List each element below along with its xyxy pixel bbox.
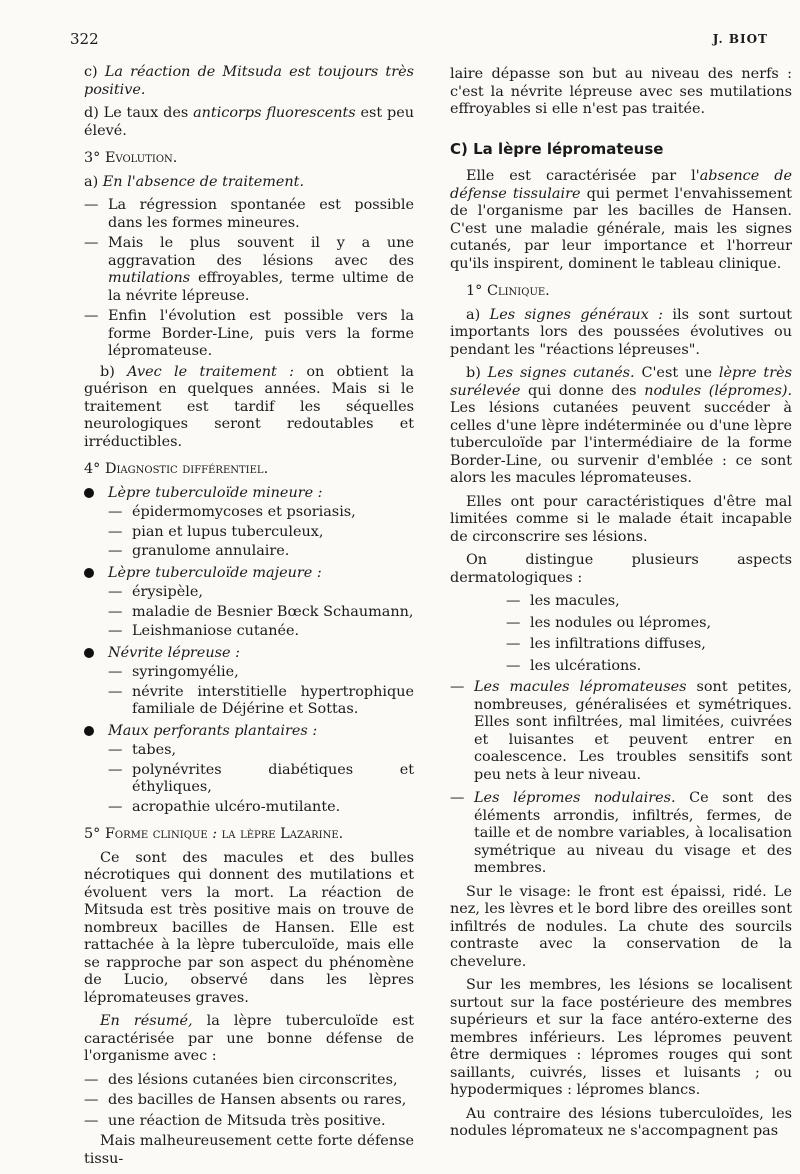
group-title: Maux perforants plantaires : [108,722,318,739]
item-pre: d) Le taux des [84,105,189,121]
heading-number: 3° [84,150,101,166]
item-italic: nodules (lépromes). [644,382,793,399]
item-text: on obtient la guérison en quelques années. Mais si le traitement est tardif les séquelles neurologiques seront redoutables et irréductibles. [84,363,414,450]
no-treatment-item [84,174,414,192]
continuation-paragraph: laire dépasse son but au niveau des nerfs : c'est la névrite lépreuse avec ses mutilations effroyables si elle n'est pas traitée. [450,66,792,117]
dash: — [506,593,521,609]
heading-title: Clinique. [486,283,550,299]
item-text: Enfin l'évolution est possible vers la forme Border-Line, puis vers la forme lépromateuse. [108,308,414,359]
face-paragraph: Sur le visage: le front est épaissi, ridé. Le nez, les lèvres et le bord libre des oreilles sont infiltrés de nodules. La chute des sourcils contraste avec la conservation de la chevelure. [450,883,792,970]
item-text: granulome annulaire. [132,543,290,559]
dash: — [506,636,521,652]
diagnostic-group-title [84,723,414,741]
diagnostic-group-title [84,485,414,503]
dash: — [84,235,99,251]
dash: — [84,1092,99,1108]
item-text: qui donne des [528,382,637,399]
intro-italic: absence de défense tissulaire [450,168,792,202]
list-item [84,684,414,719]
bullet-icon [84,726,94,736]
cutaneous-signs-paragraph [450,365,792,488]
clinical-form-heading [84,826,414,844]
dash: — [108,623,123,639]
heading-title: Evolution. [104,150,178,166]
list-item [84,664,414,682]
item-italic: Les macules lépromateuses [474,679,687,695]
list-item [84,504,414,522]
page-number: 322 [70,30,99,48]
dash: — [506,614,521,631]
dash: — [108,603,123,620]
mitsuda-item [84,64,414,99]
item-text: érysipèle, [132,584,203,600]
dash: — [450,790,465,806]
list-item [84,623,414,641]
group-title: Névrite lépreuse : [108,644,240,661]
dash: — [108,761,123,778]
list-item [84,742,414,760]
item-text: Ce sont des éléments arrondis, infiltrés, fermes, de taille et de nombre variables, à localisation symétrique au niveau du visage et des membres. [474,790,792,876]
lepromes-paragraph [450,790,792,878]
item-italic: mutilations [108,270,191,286]
item-label: c) [84,64,98,80]
item-pre: Mais le plus souvent il y a une aggravation des lésions avec des [108,235,414,269]
item-text: C'est une [641,365,713,381]
heading-colon: : [212,826,218,842]
heading-number: 5° [84,826,101,842]
item-italic: Avec le traitement : [127,363,295,380]
item-text: pian et lupus tuberculeux, [132,523,324,540]
dash: — [84,308,99,324]
list-item [84,197,414,232]
dash: — [108,742,123,758]
list-item [450,658,792,676]
dash: — [84,1071,99,1088]
item-text: maladie de Besnier Bœck Schaumann, [132,603,414,620]
dash: — [108,543,123,559]
section-title: C) La lèpre lépromateuse [450,139,664,158]
item-label: b) [466,365,481,381]
item-italic: anticorps fluorescents [193,105,356,121]
heading-number: 1° [466,283,483,299]
item-text: La réaction de Mitsuda est toujours très positive. [84,64,414,98]
item-text: ils sont surtout importants lors des poussées évolutives ou pendant les "réactions lépreuses". [450,306,792,358]
dash: — [108,798,123,815]
dash: — [84,197,99,213]
item-text: les infiltrations diffuses, [530,636,706,652]
item-italic: Les signes généraux : [489,306,663,323]
intro-post: qui permet l'envahissement de l'organisme par les bacilles de Hansen. C'est une maladie générale, mais les signes cutanés, par leur importance et l'horreur qu'ils inspirent, dominent le tableau clinique. [450,185,793,272]
dash: — [108,584,123,600]
list-item [84,235,414,305]
dash: — [108,504,123,520]
dash: — [506,657,521,674]
final-paragraph: Mais malheureusement cette forte défense tissu- [84,1133,414,1167]
group-title: Lèpre tuberculoïde majeure : [108,564,322,581]
with-treatment-item [84,364,414,452]
dash: — [84,1112,99,1129]
macules-paragraph [450,679,792,784]
bullet-icon [84,488,94,498]
list-item [84,762,414,797]
list-item [450,636,792,654]
bullet-icon [84,568,94,578]
group-title: Lèpre tuberculoïde mineure : [108,484,323,501]
item-italic: En l'absence de traitement. [102,173,305,190]
item-italic: Les signes cutanés. [487,365,635,381]
heading-subtitle: la lèpre Lazarine. [221,826,344,842]
bullet-icon [84,648,94,658]
item-text: polynévrites diabétiques et éthyliques, [132,761,414,795]
list-item [84,524,414,542]
list-item [84,584,414,602]
intro-paragraph [450,168,792,273]
dash: — [108,523,123,540]
dash: — [450,679,465,695]
aspects-intro: On distingue plusieurs aspects dermatologiques : [450,552,792,586]
clinique-heading [450,283,792,301]
heading-number: 4° [84,461,101,477]
item-label: b) [100,363,115,380]
item-text: des bacilles de Hansen absents ou rares, [108,1092,407,1108]
item-text: les macules, [530,593,620,609]
diagnostic-heading [84,461,414,479]
item-italic: lèpre très surélevée [450,365,792,399]
item-text: les nodules ou lépromes, [530,614,712,631]
item-label: a) [84,173,99,190]
summary-paragraph [84,1013,414,1066]
general-signs-paragraph [450,307,792,360]
right-column [450,66,792,1147]
antibody-item [84,105,414,140]
heading-title: Diagnostic différentiel. [104,461,269,477]
item-text: Les lésions cutanées peuvent succéder à celles d'une lèpre indéterminée ou d'une lèpre tuberculoïde par l'intermédiaire de la forme Border-Line, ou survenir d'emblée : ce sont alors les macules lépromateuses. [450,400,792,486]
final-paragraph: Au contraire des lésions tuberculoïdes, les nodules lépromateux ne s'accompagnent pas [450,1105,792,1139]
item-text: des lésions cutanées bien circonscrites, [108,1071,398,1088]
summary-italic: En résumé, [100,1013,193,1029]
list-item [84,1072,414,1090]
item-text: épidermomycoses et psoriasis, [132,504,356,520]
diagnostic-group-title [84,565,414,583]
item-text: une réaction de Mitsuda très positive. [108,1112,386,1129]
list-item [450,615,792,633]
item-text: névrite interstitielle hypertrophique familiale de Déjérine et Sottas. [132,683,414,717]
item-italic: Les lépromes nodulaires. [474,790,676,806]
item-text: tabes, [132,742,177,758]
list-item [84,1113,414,1131]
list-item [84,799,414,817]
list-item [450,593,792,611]
heading-title: Forme clinique [104,826,208,842]
lazarine-paragraph: Ce sont des macules et des bulles nécrotiques qui donnent des mutilations et évoluent vers la mort. La réaction de Mitsuda est très positive mais on trouve de nombreux bacilles de Hansen. Elle est rattachée à la lèpre tuberculoïde, mais elle se rapproche par son aspect du phénomène de Lucio, observé dans les lèpres lépromateuses graves. [84,849,414,1006]
evolution-heading [84,150,414,168]
list-item [84,308,414,361]
item-label: a) [466,306,481,323]
list-item [84,543,414,561]
dash: — [108,683,123,700]
left-column [84,64,414,1174]
limits-paragraph: Elles ont pour caractéristiques d'être mal limitées comme si le malade était incapable de circonscrire ses lésions. [450,493,792,545]
limbs-paragraph: Sur les membres, les lésions se localisent surtout sur la face postérieure des membres supérieurs et sur la face antéro-externe des membres inférieurs. Les lépromes peuvent être dermiques : lépromes rouges qui sont saillants, cuivrés, lisses et luisants ; ou hypodermiques : lépromes blancs. [450,977,792,1098]
item-text: les ulcérations. [530,657,642,674]
diagnostic-group-title [84,645,414,663]
item-text: acropathie ulcéro-mutilante. [132,798,341,815]
dash: — [108,664,123,680]
intro-pre: Elle est caractérisée par l' [466,168,700,184]
item-text: sont petites, nombreuses, généralisées et symétriques. Elles sont infiltrées, mal limitées, cuivrées et luisantes et peuvent entrer en coalescence. Les troubles sensitifs sont peu nets à leur niveau. [474,679,792,783]
item-post: effroyables, terme ultime de la névrite lépreuse. [108,270,414,304]
item-text: Leishmaniose cutanée. [132,623,300,639]
list-item [84,604,414,622]
item-text: syringomyélie, [132,664,239,680]
list-item [84,1092,414,1110]
item-post: est peu élevé. [84,105,414,139]
running-head: J. BIOT [712,32,768,46]
item-text: La régression spontanée est possible dans les formes mineures. [108,197,414,231]
summary-text: la lèpre tuberculoïde est caractérisée par une bonne défense de l'organisme avec : [84,1013,414,1064]
